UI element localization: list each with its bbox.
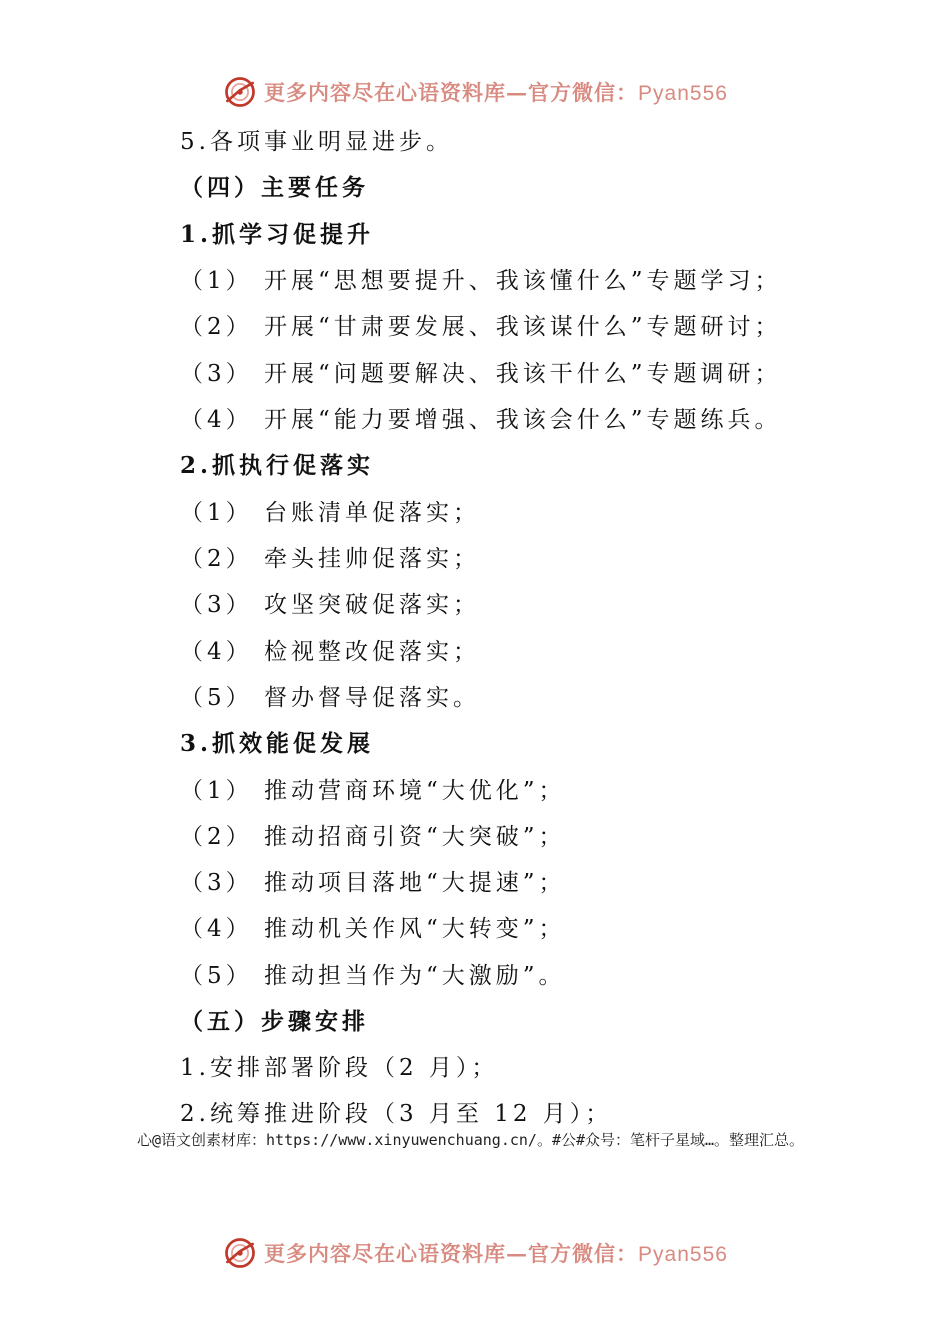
section-heading: （五）步骤安排 <box>180 1008 369 1035</box>
watermark-wechat-id: Pyan556 <box>638 1243 728 1266</box>
body-line: （3） 开展“问题要解决、我该干什么”专题调研； <box>180 361 782 387</box>
section-heading: （四）主要任务 <box>180 174 369 201</box>
body-line: （1） 开展“思想要提升、我该懂什么”专题学习； <box>180 268 782 294</box>
footer-watermark <box>0 1233 950 1273</box>
brand-logo-icon <box>222 1235 258 1271</box>
watermark-wechat-id: Pyan556 <box>638 82 728 105</box>
body-line: （1） 台账清单促落实； <box>180 500 480 526</box>
body-line: （3） 推动项目落地“大提速”； <box>180 870 566 896</box>
body-line: （3） 攻坚突破促落实； <box>180 592 480 618</box>
body-line: （5） 督办督导促落实。 <box>180 685 480 711</box>
body-line: （4） 推动机关作风“大转变”； <box>180 916 566 942</box>
brand-logo-icon <box>222 74 258 110</box>
body-line: （2） 牵头挂帅促落实； <box>180 546 480 572</box>
watermark-text: 更多内容尽在心语资料库—官方微信：Pyan556 <box>264 1241 728 1266</box>
body-line: （2） 开展“甘肃要发展、我该谋什么”专题研讨； <box>180 314 782 340</box>
watermark-text: 更多内容尽在心语资料库—官方微信：Pyan556 <box>264 80 728 105</box>
source-footnote: 心@语文创素材库：https://www.xinyuwenchuang.cn/。#公#众号：笔杆子星域…。整理汇总。 <box>137 1131 805 1149</box>
body-line: （2） 推动招商引资“大突破”； <box>180 824 566 850</box>
body-line: （1） 推动营商环境“大优化”； <box>180 778 566 804</box>
body-line: （5） 推动担当作为“大激励”。 <box>180 963 566 989</box>
section-heading: 2.抓执行促落实 <box>180 452 375 479</box>
body-line: （4） 开展“能力要增强、我该会什么”专题练兵。 <box>180 407 782 433</box>
body-line: 1.安排部署阶段（2 月）； <box>180 1055 499 1081</box>
body-line: 5.各项事业明显进步。 <box>180 129 453 155</box>
section-heading: 1.抓学习促提升 <box>180 221 375 248</box>
body-line: 2.统筹推进阶段（3 月至 12 月）； <box>180 1101 613 1127</box>
section-heading: 3.抓效能促发展 <box>180 730 375 757</box>
body-line: （4） 检视整改促落实； <box>180 639 480 665</box>
header-watermark <box>0 72 950 112</box>
